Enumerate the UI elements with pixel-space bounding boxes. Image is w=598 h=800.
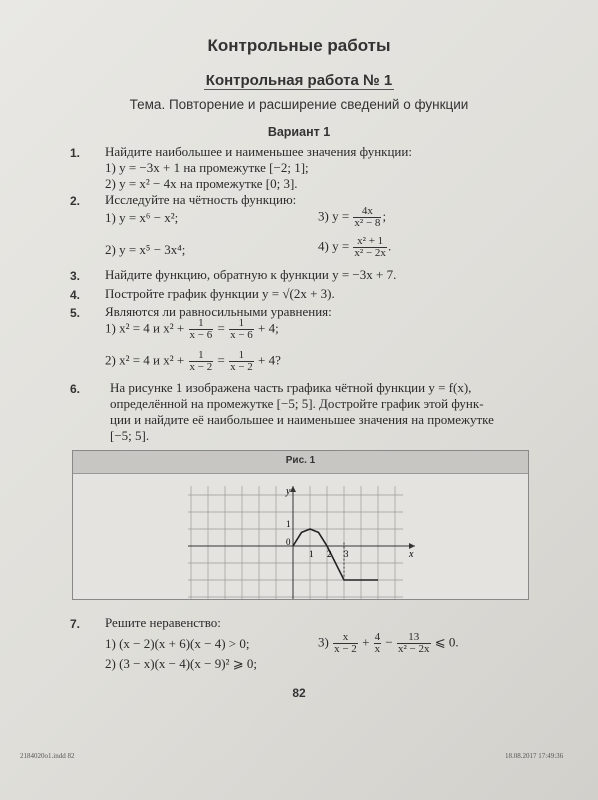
task-text: Постройте график функции y = √(2x + 3). (105, 286, 335, 301)
task-text-line: ции и найдите её наибольшее и наименьшее значения на промежутке (110, 412, 494, 427)
fraction (374, 632, 382, 655)
task-item: 2) (3 − x)(x − 4)(x − 9)² ⩾ 0; (105, 656, 257, 671)
task-text: Исследуйте на чётность функцию: (105, 192, 297, 207)
task-item: 1) y = x⁶ − x²; (105, 210, 179, 225)
denominator: x − 2 (230, 361, 253, 373)
minus-sign: − (385, 634, 393, 650)
variant-heading: Вариант 1 (267, 125, 331, 139)
task-item: 1) y = −3x + 1 на промежутке [−2; 1]; (105, 160, 309, 175)
task-number: 3. (70, 269, 81, 283)
task-item (318, 206, 386, 229)
print-info-left: 2184020o1.indd 82 (20, 752, 75, 760)
task-number: 5. (70, 306, 81, 320)
task-number: 6. (70, 382, 81, 396)
task-text-line: [−5; 5]. (110, 428, 150, 443)
function-curve (293, 529, 378, 580)
item-suffix: + 4? (258, 352, 281, 368)
fraction (333, 632, 358, 655)
fraction (189, 318, 214, 341)
task-item: 1) (x − 2)(x + 6)(x − 4) > 0; (105, 636, 250, 651)
item-prefix: 1) x² = 4 и x² + (105, 320, 185, 336)
task-text: Найдите наибольшее и наименьшее значения функции: (105, 144, 412, 159)
task-item: 2) y = x⁵ − 3x⁴; (105, 242, 186, 257)
fraction (353, 236, 387, 259)
denominator: x (374, 643, 381, 655)
fraction (397, 632, 431, 655)
task-item (318, 236, 391, 259)
task-text: Найдите функцию, обратную к функции y = −3x + 7. (105, 267, 397, 282)
item-suffix: ; (382, 208, 387, 224)
denominator: x − 6 (230, 329, 253, 341)
item-prefix: 4) y = (318, 238, 350, 254)
fraction (189, 350, 214, 373)
origin-label: 0 (286, 537, 291, 547)
plus-sign: + (362, 634, 370, 650)
task-item (105, 350, 281, 373)
figure-label: Рис. 1 (285, 455, 316, 466)
task-text-line: определённой на промежутке [−5; 5]. Достройте график этой функ- (110, 396, 484, 411)
task-item (105, 318, 279, 341)
denominator: x − 2 (334, 643, 357, 655)
numerator: 1 (229, 318, 254, 330)
task-item: 2) y = x² − 4x на промежутке [0; 3]. (105, 176, 298, 191)
numerator: 4x (353, 206, 381, 218)
task-number: 1. (70, 146, 81, 160)
fraction (229, 318, 254, 341)
print-info-right: 18.08.2017 17:49:36 (505, 752, 564, 760)
task-text: Являются ли равносильными уравнения: (105, 304, 332, 319)
fraction (353, 206, 381, 229)
numerator: 1 (189, 350, 214, 362)
figure-box (72, 450, 529, 600)
task-number: 4. (70, 288, 81, 302)
task-number: 2. (70, 194, 81, 208)
topic-line: Тема. Повторение и расширение сведений о функции (129, 97, 469, 112)
task-item (318, 632, 459, 655)
equals-sign: = (217, 352, 225, 368)
numerator: 1 (229, 350, 254, 362)
fraction (229, 350, 254, 373)
item-prefix: 3) y = (318, 208, 350, 224)
denominator: x² − 2x (354, 247, 386, 259)
x-tick-label: 1 (309, 549, 314, 559)
numerator: 4 (374, 631, 381, 643)
task-text-line: На рисунке 1 изображена часть графика чётной функции y = f(x), (110, 380, 472, 395)
denominator: x − 2 (189, 361, 213, 373)
denominator: x² − 2x (398, 643, 430, 655)
numerator: x² + 1 (353, 236, 387, 248)
x-tick-label: 3 (344, 549, 349, 559)
page-number: 82 (292, 686, 306, 700)
item-suffix: . (387, 238, 392, 254)
task-text: Решите неравенство: (105, 615, 221, 630)
numerator: 1 (189, 318, 214, 330)
x-tick-label: 2 (327, 549, 332, 559)
page-title: Контрольные работы (207, 36, 391, 55)
denominator: x² − 8 (354, 217, 381, 229)
y-axis-label: y (286, 486, 291, 497)
y-tick-label: 1 (286, 519, 291, 529)
numerator: 13 (397, 632, 431, 644)
item-suffix: ⩽ 0. (434, 634, 459, 650)
task-number: 7. (70, 617, 81, 631)
item-suffix: + 4; (258, 320, 279, 336)
x-axis-label: x (409, 549, 414, 560)
y-axis-arrow (290, 486, 296, 492)
item-prefix: 2) x² = 4 и x² + (105, 352, 185, 368)
equals-sign: = (217, 320, 225, 336)
numerator: x (333, 632, 358, 644)
test-subtitle (0, 72, 598, 89)
denominator: x − 6 (189, 329, 213, 341)
test-subtitle-text: Контрольная работа № 1 (205, 72, 393, 89)
function-graph (73, 451, 528, 599)
item-prefix: 3) (318, 634, 329, 650)
